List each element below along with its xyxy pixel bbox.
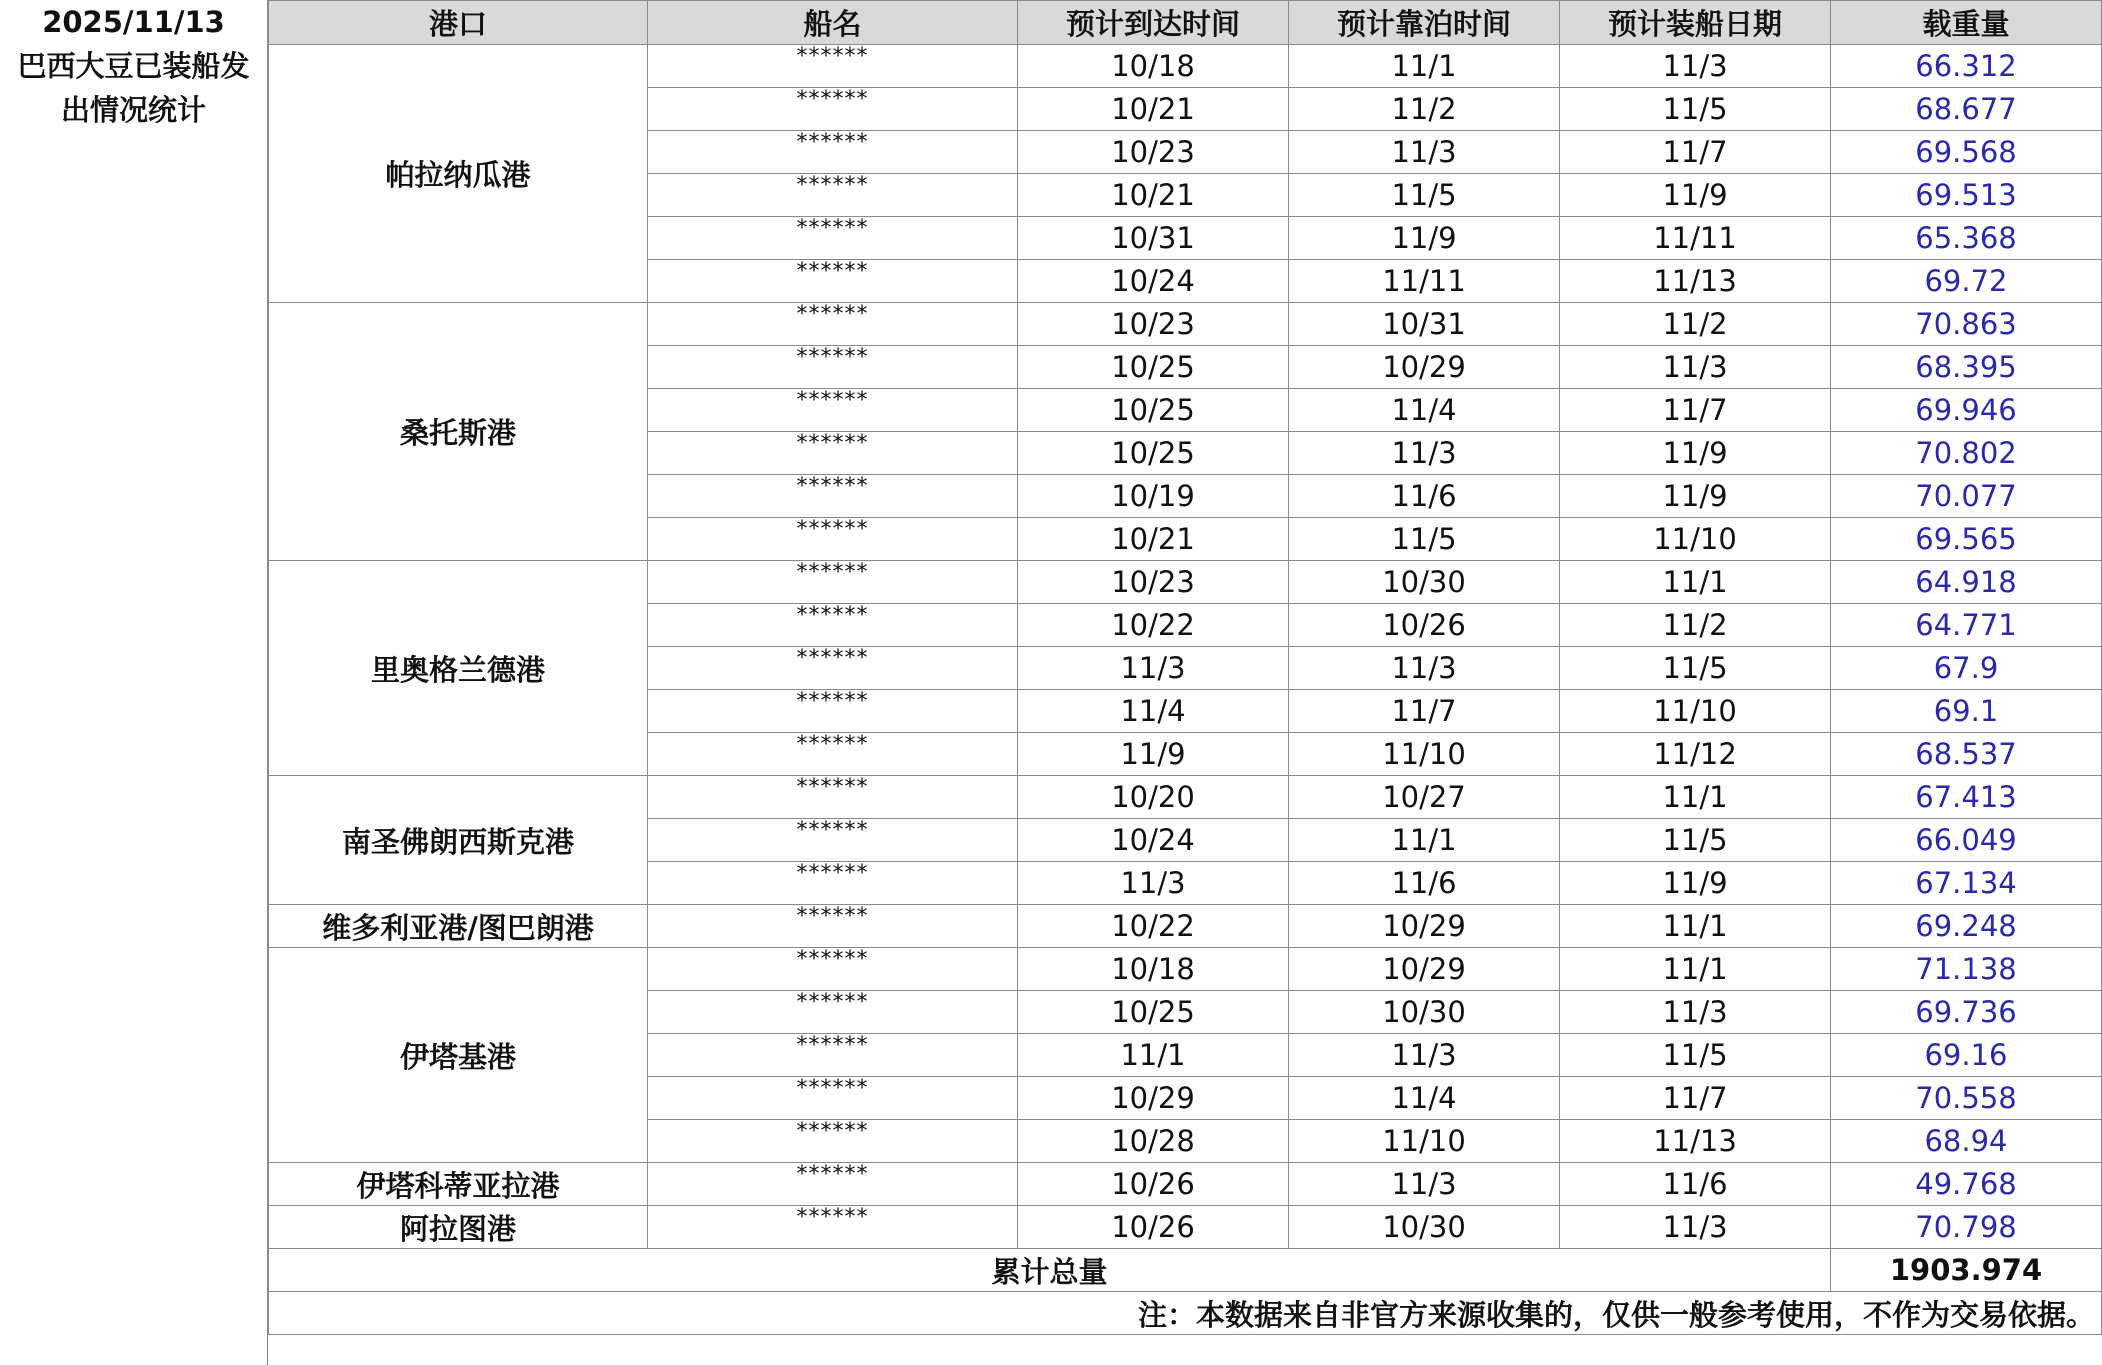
ship-name-cell: ****** — [648, 303, 1018, 346]
table-row — [269, 776, 2102, 819]
weight-cell: 67.134 — [1831, 862, 2102, 905]
berth-date-cell: 11/10 — [1289, 733, 1560, 776]
header-load: 预计装船日期 — [1560, 1, 1831, 45]
load-date-cell: 11/3 — [1560, 991, 1831, 1034]
weight-cell: 69.16 — [1831, 1034, 2102, 1077]
report-title-line1: 巴西大豆已装船发 — [17, 49, 250, 83]
arrive-date-cell: 11/3 — [1018, 862, 1289, 905]
arrive-date-cell: 10/22 — [1018, 905, 1289, 948]
berth-date-cell: 11/5 — [1289, 518, 1560, 561]
load-date-cell: 11/7 — [1560, 1077, 1831, 1120]
ship-name-cell: ****** — [648, 45, 1018, 88]
berth-date-cell: 10/29 — [1289, 905, 1560, 948]
weight-cell: 65.368 — [1831, 217, 2102, 260]
port-name-cell: 里奥格兰德港 — [269, 561, 648, 776]
arrive-date-cell: 10/24 — [1018, 819, 1289, 862]
berth-date-cell: 11/3 — [1289, 647, 1560, 690]
port-name-cell: 桑托斯港 — [269, 303, 648, 561]
table-row — [269, 1206, 2102, 1249]
load-date-cell: 11/7 — [1560, 389, 1831, 432]
ship-name-cell: ****** — [648, 88, 1018, 131]
arrive-date-cell: 11/3 — [1018, 647, 1289, 690]
ship-name-cell: ****** — [648, 1163, 1018, 1206]
berth-date-cell: 10/31 — [1289, 303, 1560, 346]
ship-name-cell: ****** — [648, 1120, 1018, 1163]
berth-date-cell: 11/3 — [1289, 432, 1560, 475]
load-date-cell: 11/1 — [1560, 905, 1831, 948]
berth-date-cell: 10/30 — [1289, 561, 1560, 604]
arrive-date-cell: 10/23 — [1018, 131, 1289, 174]
table-row — [269, 1163, 2102, 1206]
weight-cell: 68.677 — [1831, 88, 2102, 131]
arrive-date-cell: 10/22 — [1018, 604, 1289, 647]
weight-cell: 70.558 — [1831, 1077, 2102, 1120]
load-date-cell: 11/5 — [1560, 88, 1831, 131]
arrive-date-cell: 10/25 — [1018, 432, 1289, 475]
table-row — [269, 303, 2102, 346]
arrive-date-cell: 10/26 — [1018, 1206, 1289, 1249]
arrive-date-cell: 10/18 — [1018, 948, 1289, 991]
berth-date-cell: 10/30 — [1289, 1206, 1560, 1249]
load-date-cell: 11/7 — [1560, 131, 1831, 174]
weight-cell: 66.312 — [1831, 45, 2102, 88]
berth-date-cell: 11/6 — [1289, 475, 1560, 518]
ship-name-cell: ****** — [648, 862, 1018, 905]
load-date-cell: 11/2 — [1560, 303, 1831, 346]
arrive-date-cell: 10/28 — [1018, 1120, 1289, 1163]
table-header — [269, 1, 2102, 45]
ship-name-cell: ****** — [648, 217, 1018, 260]
ship-name-cell: ****** — [648, 991, 1018, 1034]
ship-name-cell: ****** — [648, 647, 1018, 690]
arrive-date-cell: 11/9 — [1018, 733, 1289, 776]
berth-date-cell: 11/5 — [1289, 174, 1560, 217]
report-title-panel — [0, 0, 268, 1365]
ship-name-cell: ****** — [648, 776, 1018, 819]
weight-cell: 69.1 — [1831, 690, 2102, 733]
weight-cell: 70.863 — [1831, 303, 2102, 346]
arrive-date-cell: 10/25 — [1018, 389, 1289, 432]
ship-name-cell: ****** — [648, 604, 1018, 647]
note-row — [269, 1292, 2102, 1335]
berth-date-cell: 11/1 — [1289, 45, 1560, 88]
load-date-cell: 11/9 — [1560, 174, 1831, 217]
ship-name-cell: ****** — [648, 475, 1018, 518]
load-date-cell: 11/5 — [1560, 647, 1831, 690]
arrive-date-cell: 10/25 — [1018, 346, 1289, 389]
header-berth: 预计靠泊时间 — [1289, 1, 1560, 45]
arrive-date-cell: 11/4 — [1018, 690, 1289, 733]
weight-cell: 69.736 — [1831, 991, 2102, 1034]
total-value: 1903.974 — [1831, 1249, 2102, 1292]
berth-date-cell: 11/11 — [1289, 260, 1560, 303]
weight-cell: 64.771 — [1831, 604, 2102, 647]
load-date-cell: 11/5 — [1560, 819, 1831, 862]
table-row — [269, 948, 2102, 991]
arrive-date-cell: 10/31 — [1018, 217, 1289, 260]
load-date-cell: 11/5 — [1560, 1034, 1831, 1077]
berth-date-cell: 11/3 — [1289, 131, 1560, 174]
report-title-line2: 出情况统计 — [60, 93, 206, 127]
arrive-date-cell: 10/20 — [1018, 776, 1289, 819]
ship-name-cell: ****** — [648, 1034, 1018, 1077]
weight-cell: 69.248 — [1831, 905, 2102, 948]
weight-cell: 49.768 — [1831, 1163, 2102, 1206]
arrive-date-cell: 10/23 — [1018, 303, 1289, 346]
berth-date-cell: 11/2 — [1289, 88, 1560, 131]
ship-name-cell: ****** — [648, 819, 1018, 862]
header-port: 港口 — [269, 1, 648, 45]
total-label: 累计总量 — [269, 1249, 1831, 1292]
berth-date-cell: 10/29 — [1289, 948, 1560, 991]
weight-cell: 67.413 — [1831, 776, 2102, 819]
ship-name-cell: ****** — [648, 518, 1018, 561]
table-body — [269, 45, 2102, 1249]
weight-cell: 70.802 — [1831, 432, 2102, 475]
weight-cell: 70.077 — [1831, 475, 2102, 518]
ship-name-cell: ****** — [648, 948, 1018, 991]
berth-date-cell: 10/29 — [1289, 346, 1560, 389]
ship-name-cell: ****** — [648, 260, 1018, 303]
weight-cell: 66.049 — [1831, 819, 2102, 862]
ship-name-cell: ****** — [648, 389, 1018, 432]
weight-cell: 70.798 — [1831, 1206, 2102, 1249]
port-name-cell: 南圣佛朗西斯克港 — [269, 776, 648, 905]
weight-cell: 69.568 — [1831, 131, 2102, 174]
berth-date-cell: 11/4 — [1289, 389, 1560, 432]
ship-name-cell: ****** — [648, 432, 1018, 475]
arrive-date-cell: 10/25 — [1018, 991, 1289, 1034]
ship-name-cell: ****** — [648, 905, 1018, 948]
header-row — [269, 1, 2102, 45]
header-weight: 载重量 — [1831, 1, 2102, 45]
load-date-cell: 11/10 — [1560, 518, 1831, 561]
ship-name-cell: ****** — [648, 174, 1018, 217]
load-date-cell: 11/6 — [1560, 1163, 1831, 1206]
load-date-cell: 11/3 — [1560, 45, 1831, 88]
disclaimer-note: 注：本数据来自非官方来源收集的，仅供一般参考使用，不作为交易依据。 — [269, 1292, 2102, 1335]
load-date-cell: 11/13 — [1560, 260, 1831, 303]
ship-name-cell: ****** — [648, 1206, 1018, 1249]
load-date-cell: 11/13 — [1560, 1120, 1831, 1163]
load-date-cell: 11/11 — [1560, 217, 1831, 260]
berth-date-cell: 11/9 — [1289, 217, 1560, 260]
load-date-cell: 11/9 — [1560, 475, 1831, 518]
load-date-cell: 11/12 — [1560, 733, 1831, 776]
port-name-cell: 帕拉纳瓜港 — [269, 45, 648, 303]
load-date-cell: 11/9 — [1560, 432, 1831, 475]
weight-cell: 71.138 — [1831, 948, 2102, 991]
load-date-cell: 11/2 — [1560, 604, 1831, 647]
port-name-cell: 伊塔科蒂亚拉港 — [269, 1163, 648, 1206]
arrive-date-cell: 10/24 — [1018, 260, 1289, 303]
table-row — [269, 45, 2102, 88]
weight-cell: 68.537 — [1831, 733, 2102, 776]
berth-date-cell: 11/6 — [1289, 862, 1560, 905]
ship-name-cell: ****** — [648, 561, 1018, 604]
weight-cell: 69.72 — [1831, 260, 2102, 303]
arrive-date-cell: 10/26 — [1018, 1163, 1289, 1206]
weight-cell: 64.918 — [1831, 561, 2102, 604]
table-footer — [269, 1249, 2102, 1335]
load-date-cell: 11/3 — [1560, 1206, 1831, 1249]
berth-date-cell: 11/7 — [1289, 690, 1560, 733]
header-arrive: 预计到达时间 — [1018, 1, 1289, 45]
header-ship: 船名 — [648, 1, 1018, 45]
arrive-date-cell: 10/21 — [1018, 88, 1289, 131]
ship-name-cell: ****** — [648, 131, 1018, 174]
berth-date-cell: 11/3 — [1289, 1163, 1560, 1206]
ship-name-cell: ****** — [648, 1077, 1018, 1120]
arrive-date-cell: 10/21 — [1018, 174, 1289, 217]
load-date-cell: 11/9 — [1560, 862, 1831, 905]
load-date-cell: 11/1 — [1560, 776, 1831, 819]
arrive-date-cell: 10/18 — [1018, 45, 1289, 88]
berth-date-cell: 10/26 — [1289, 604, 1560, 647]
port-name-cell: 维多利亚港/图巴朗港 — [269, 905, 648, 948]
total-row — [269, 1249, 2102, 1292]
berth-date-cell: 11/1 — [1289, 819, 1560, 862]
weight-cell: 69.513 — [1831, 174, 2102, 217]
port-name-cell: 伊塔基港 — [269, 948, 648, 1163]
arrive-date-cell: 10/19 — [1018, 475, 1289, 518]
shipment-table — [268, 0, 2102, 1335]
arrive-date-cell: 10/29 — [1018, 1077, 1289, 1120]
arrive-date-cell: 10/23 — [1018, 561, 1289, 604]
report-date: 2025/11/13 — [42, 5, 225, 39]
ship-name-cell: ****** — [648, 690, 1018, 733]
weight-cell: 67.9 — [1831, 647, 2102, 690]
load-date-cell: 11/1 — [1560, 561, 1831, 604]
berth-date-cell: 11/10 — [1289, 1120, 1560, 1163]
weight-cell: 69.565 — [1831, 518, 2102, 561]
berth-date-cell: 10/30 — [1289, 991, 1560, 1034]
weight-cell: 68.94 — [1831, 1120, 2102, 1163]
load-date-cell: 11/10 — [1560, 690, 1831, 733]
load-date-cell: 11/1 — [1560, 948, 1831, 991]
arrive-date-cell: 11/1 — [1018, 1034, 1289, 1077]
berth-date-cell: 11/4 — [1289, 1077, 1560, 1120]
weight-cell: 69.946 — [1831, 389, 2102, 432]
ship-name-cell: ****** — [648, 346, 1018, 389]
table-row — [269, 561, 2102, 604]
berth-date-cell: 10/27 — [1289, 776, 1560, 819]
berth-date-cell: 11/3 — [1289, 1034, 1560, 1077]
table-row — [269, 905, 2102, 948]
weight-cell: 68.395 — [1831, 346, 2102, 389]
ship-name-cell: ****** — [648, 733, 1018, 776]
arrive-date-cell: 10/21 — [1018, 518, 1289, 561]
load-date-cell: 11/3 — [1560, 346, 1831, 389]
port-name-cell: 阿拉图港 — [269, 1206, 648, 1249]
